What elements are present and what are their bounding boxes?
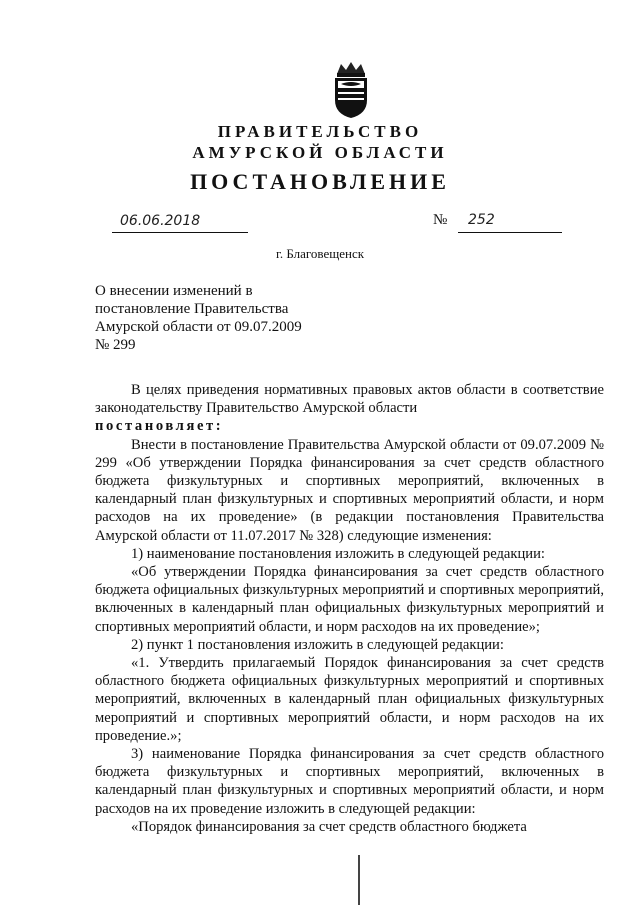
subject-line: Амурской области от 09.07.2009 [95, 319, 302, 335]
subject-line: постановление Правительства [95, 301, 289, 317]
decree-word-text: постановляет: [95, 418, 224, 435]
paragraph-main: Внести в постановление Правительства Амурской области от 09.07.2009 № 299 «Об утверждении Порядка финансирования за счет средств областного бюджета физкультурных и спортивных мероприятий, включенных в календарный план физкультурных и спортивных мероприятий области, и норм расходов на их проведение» (в редакции постановления Правительства Амурской области от 11.07.2017 № 328) следующие изменения: [95, 436, 604, 544]
date-field [112, 212, 248, 233]
decree-word [95, 417, 604, 435]
government-title-line1: ПРАВИТЕЛЬСТВО [217, 122, 423, 141]
intro-paragraph: В целях приведения нормативных правовых актов области в соответствие законодательству Правительство Амурской области [95, 382, 604, 417]
subject-line: № 299 [95, 337, 136, 353]
subject-block [95, 282, 302, 354]
paragraph-quote-1: «Об утверждении Порядка финансирования за счет средств областного бюджета официальных физкультурных мероприятий и спортивных мероприятий, включенных в календарный план официальных физкультурных мероприятий и спортивных мероприятий области, и норм расходов на их проведение»; [95, 564, 604, 635]
number-sign: № [433, 212, 448, 228]
paragraph-item-2: 2) пункт 1 постановления изложить в следующей редакции: [131, 636, 504, 653]
document-type-title: ПОСТАНОВЛЕНИЕ [190, 169, 450, 194]
document-body [95, 381, 604, 836]
paragraph-quote-2: «1. Утвердить прилагаемый Порядок финансирования за счет средств областного бюджета официальных физкультурных мероприятий и спортивных мероприятий, включенных в календарный план официальных физкультурных мероприятий и спортивных мероприятий области, и норм расходов на их проведение.»; [95, 655, 604, 744]
city-label: г. Благовещенск [275, 246, 365, 261]
subject-line: О внесении изменений в [95, 283, 253, 299]
binding-stamp-mark [358, 855, 360, 905]
government-title-line2: АМУРСКОЙ ОБЛАСТИ [192, 143, 448, 162]
handwritten-number: 252 [468, 212, 495, 228]
paragraph-quote-3: «Порядок финансирования за счет средств областного бюджета [131, 818, 527, 835]
paragraph-item-3: 3) наименование Порядка финансирования за счет средств областного бюджета физкультурных и спортивных мероприятий, включенных в календарный план физкультурных и спортивных мероприятий области, и норм расходов на их проведение изложить в следующей редакции: [95, 746, 604, 817]
handwritten-date: 06.06.2018 [120, 213, 201, 229]
number-field [458, 212, 562, 233]
coat-of-arms-icon [327, 60, 375, 120]
paragraph-item-1: 1) наименование постановления изложить в следующей редакции: [131, 545, 545, 562]
